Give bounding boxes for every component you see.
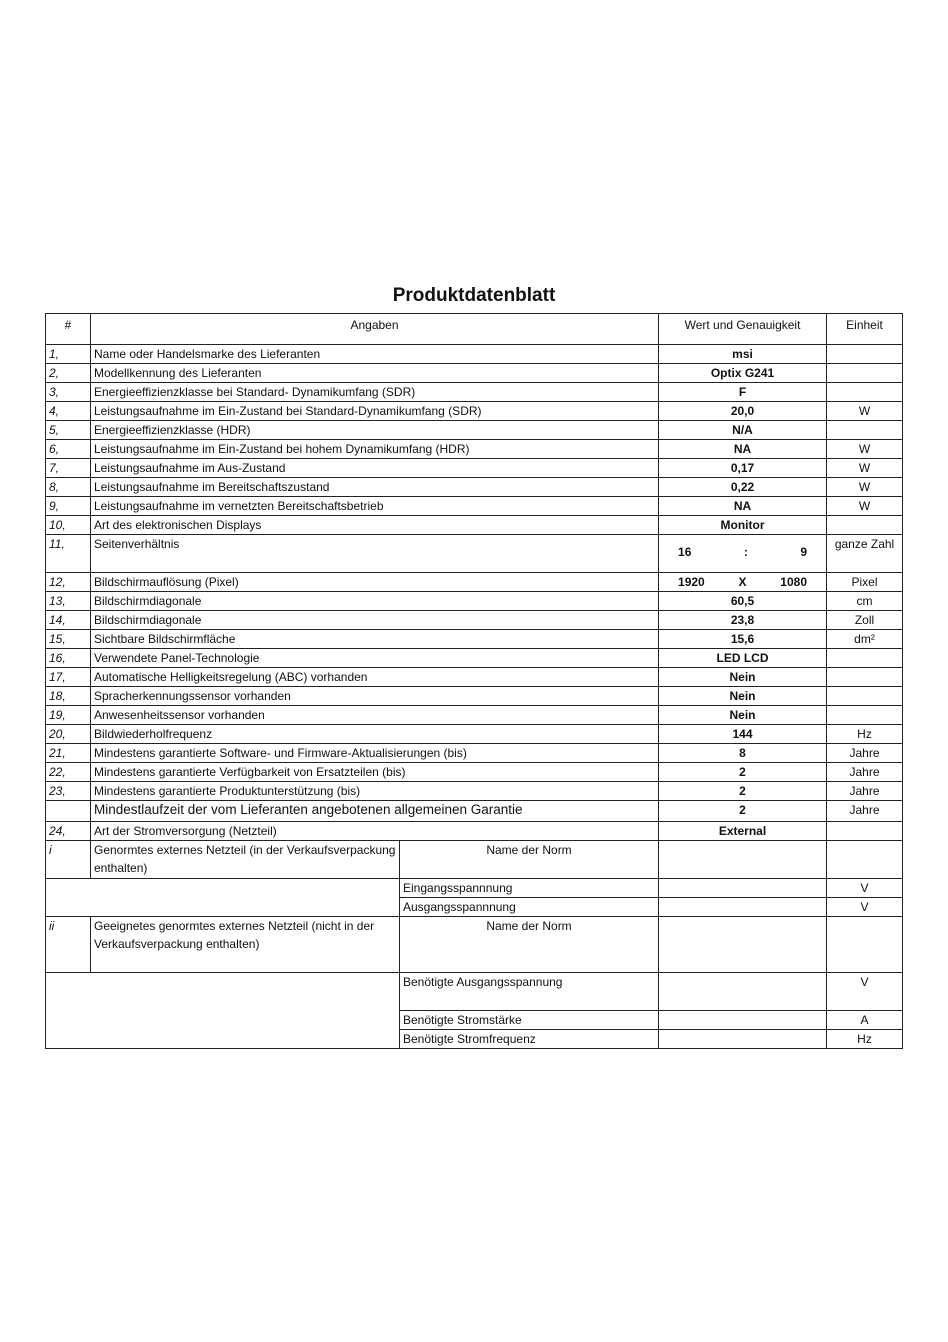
header-value: Wert und Genauigkeit [659, 314, 827, 345]
row-description: Name oder Handelsmarke des Lieferanten [91, 345, 659, 364]
table-row [46, 345, 903, 364]
row-number: 7, [46, 459, 91, 478]
row-description: Leistungsaufnahme im vernetzten Bereitschaftsbetrieb [91, 497, 659, 516]
row-value: NA [659, 497, 827, 516]
table-row [46, 421, 903, 440]
table-row [46, 744, 903, 763]
table-row [46, 440, 903, 459]
psu-required-voltage-unit: V [827, 973, 903, 1011]
row-description: Modellkennung des Lieferanten [91, 364, 659, 383]
table-row [46, 763, 903, 782]
psu-input-voltage-unit: V [827, 879, 903, 898]
table-header-row [46, 314, 903, 345]
row-number: 1, [46, 345, 91, 364]
row-value: 0,17 [659, 459, 827, 478]
row-number: 23, [46, 782, 91, 801]
row-unit: Jahre [827, 744, 903, 763]
row-description: Art der Stromversorgung (Netzteil) [91, 822, 659, 841]
row-value: 2 [659, 782, 827, 801]
row-unit [827, 649, 903, 668]
row-number: 18, [46, 687, 91, 706]
row-unit: W [827, 478, 903, 497]
row-value: 23,8 [659, 611, 827, 630]
row-number: 20, [46, 725, 91, 744]
header-number: # [46, 314, 91, 345]
resolution-separator: X [738, 575, 747, 589]
row-description: Bildschirmdiagonale [91, 592, 659, 611]
row-unit [827, 345, 903, 364]
row-value: Nein [659, 668, 827, 687]
row-unit [827, 668, 903, 687]
row-number: ii [46, 917, 91, 973]
row-unit [827, 516, 903, 535]
row-number: 3, [46, 383, 91, 402]
psu-suitable-norm-label: Name der Norm [400, 917, 659, 973]
psu-input-voltage-value [659, 879, 827, 898]
row-number: 19, [46, 706, 91, 725]
psu-included-input-row [46, 879, 903, 898]
row-unit [827, 706, 903, 725]
table-row [46, 611, 903, 630]
table-row-power-supply [46, 822, 903, 841]
psu-included-description: Genormtes externes Netzteil (in der Verkaufsverpackung enthalten) [91, 841, 400, 879]
row-number: 2, [46, 364, 91, 383]
table-row [46, 668, 903, 687]
psu-required-current-value [659, 1011, 827, 1030]
psu-included-norm-unit [827, 841, 903, 879]
table-row-aspect-ratio [46, 535, 903, 573]
psu-output-voltage-unit: V [827, 898, 903, 917]
row-description: Seitenverhältnis [91, 535, 659, 573]
row-number: 22, [46, 763, 91, 782]
psu-suitable-description: Geeignetes genormtes externes Netzteil (nicht in der Verkaufsverpackung enthalten) [91, 917, 400, 973]
psu-included-norm-label: Name der Norm [400, 841, 659, 879]
row-description: Leistungsaufnahme im Ein-Zustand bei hohem Dynamikumfang (HDR) [91, 440, 659, 459]
row-description: Energieeffizienzklasse bei Standard- Dynamikumfang (SDR) [91, 383, 659, 402]
table-row-warranty [46, 801, 903, 822]
row-number: 17, [46, 668, 91, 687]
row-value: Nein [659, 687, 827, 706]
row-number: 11, [46, 535, 91, 573]
row-value: 0,22 [659, 478, 827, 497]
row-value: 144 [659, 725, 827, 744]
row-number: 8, [46, 478, 91, 497]
row-number: 14, [46, 611, 91, 630]
row-description: Leistungsaufnahme im Aus-Zustand [91, 459, 659, 478]
table-row [46, 706, 903, 725]
psu-included-row [46, 841, 903, 879]
table-body-main [46, 345, 903, 535]
psu-suitable-norm-unit [827, 917, 903, 973]
table-row [46, 364, 903, 383]
row-unit: dm² [827, 630, 903, 649]
table-body-display [46, 535, 903, 592]
row-description: Bildschirmdiagonale [91, 611, 659, 630]
psu-required-voltage-value [659, 973, 827, 1011]
row-description: Art des elektronischen Displays [91, 516, 659, 535]
row-description: Mindestens garantierte Software- und Firmware-Aktualisierungen (bis) [91, 744, 659, 763]
psu-required-voltage-label: Benötigte Ausgangsspannung [400, 973, 659, 1011]
row-number: 6, [46, 440, 91, 459]
row-description: Automatische Helligkeitsregelung (ABC) vorhanden [91, 668, 659, 687]
row-description: Mindestlaufzeit der vom Lieferanten angebotenen allgemeinen Garantie [91, 801, 659, 822]
row-number: i [46, 841, 91, 879]
table-row [46, 383, 903, 402]
row-unit: Zoll [827, 611, 903, 630]
psu-suitable-norm-value [659, 917, 827, 973]
row-unit: Jahre [827, 763, 903, 782]
row-value: Optix G241 [659, 364, 827, 383]
row-description: Verwendete Panel-Technologie [91, 649, 659, 668]
row-value: LED LCD [659, 649, 827, 668]
product-data-table [45, 313, 903, 1049]
row-description: Mindestens garantierte Produktunterstützung (bis) [91, 782, 659, 801]
row-unit [827, 364, 903, 383]
row-description: Bildschirmauflösung (Pixel) [91, 573, 659, 592]
row-unit [827, 687, 903, 706]
table-row [46, 478, 903, 497]
row-value: 15,6 [659, 630, 827, 649]
table-row [46, 497, 903, 516]
table-row [46, 516, 903, 535]
row-value: 20,0 [659, 402, 827, 421]
psu-required-current-label: Benötigte Stromstärke [400, 1011, 659, 1030]
row-value: 8 [659, 744, 827, 763]
row-description: Anwesenheitssensor vorhanden [91, 706, 659, 725]
resolution-width: 1920 [678, 575, 705, 589]
row-number: 16, [46, 649, 91, 668]
table-row [46, 592, 903, 611]
psu-included-norm-value [659, 841, 827, 879]
row-unit: W [827, 497, 903, 516]
psu-suitable-row [46, 917, 903, 973]
row-unit: ganze Zahl [827, 535, 903, 573]
aspect-ratio-width: 16 [678, 545, 692, 559]
row-unit: Jahre [827, 782, 903, 801]
row-unit: Pixel [827, 573, 903, 592]
psu-output-voltage-value [659, 898, 827, 917]
page-title: Produktdatenblatt [392, 285, 556, 306]
row-unit: W [827, 402, 903, 421]
row-value: 2 [659, 763, 827, 782]
row-value: 60,5 [659, 592, 827, 611]
row-number: 4, [46, 402, 91, 421]
row-number: 13, [46, 592, 91, 611]
row-value: Monitor [659, 516, 827, 535]
table-row [46, 630, 903, 649]
row-value: NA [659, 440, 827, 459]
table-row [46, 459, 903, 478]
table-body-specs [46, 592, 903, 801]
resolution-value [659, 573, 827, 592]
aspect-ratio-separator: : [743, 545, 748, 559]
row-description: Spracherkennungssensor vorhanden [91, 687, 659, 706]
table-row [46, 402, 903, 421]
row-unit [827, 421, 903, 440]
row-description: Mindestens garantierte Verfügbarkeit von Ersatzteilen (bis) [91, 763, 659, 782]
psu-required-frequency-label: Benötigte Stromfrequenz [400, 1030, 659, 1049]
psu-input-voltage-label: Eingangsspannnung [400, 879, 659, 898]
row-number [46, 801, 91, 822]
header-description: Angaben [91, 314, 659, 345]
row-unit [827, 383, 903, 402]
row-value: Nein [659, 706, 827, 725]
table-row [46, 687, 903, 706]
row-description: Sichtbare Bildschirmfläche [91, 630, 659, 649]
row-number: 12, [46, 573, 91, 592]
row-unit: Hz [827, 725, 903, 744]
empty-cell [46, 973, 400, 1049]
row-unit: cm [827, 592, 903, 611]
row-number: 10, [46, 516, 91, 535]
aspect-ratio-value [659, 535, 827, 573]
row-description: Leistungsaufnahme im Bereitschaftszustand [91, 478, 659, 497]
table-row [46, 725, 903, 744]
table-body-power [46, 801, 903, 1049]
row-value: msi [659, 345, 827, 364]
row-number: 15, [46, 630, 91, 649]
resolution-height: 1080 [780, 575, 807, 589]
row-number: 21, [46, 744, 91, 763]
row-unit: W [827, 440, 903, 459]
table-row [46, 782, 903, 801]
row-value: External [659, 822, 827, 841]
table-row-resolution [46, 573, 903, 592]
row-value: F [659, 383, 827, 402]
row-number: 5, [46, 421, 91, 440]
table-row [46, 649, 903, 668]
row-unit [827, 822, 903, 841]
psu-output-voltage-label: Ausgangsspannnung [400, 898, 659, 917]
psu-required-frequency-unit: Hz [827, 1030, 903, 1049]
row-unit: W [827, 459, 903, 478]
row-description: Energieeffizienzklasse (HDR) [91, 421, 659, 440]
row-number: 9, [46, 497, 91, 516]
row-value: N/A [659, 421, 827, 440]
header-unit: Einheit [827, 314, 903, 345]
psu-required-current-unit: A [827, 1011, 903, 1030]
row-unit: Jahre [827, 801, 903, 822]
row-description: Leistungsaufnahme im Ein-Zustand bei Standard-Dynamikumfang (SDR) [91, 402, 659, 421]
empty-cell [46, 879, 400, 917]
aspect-ratio-height: 9 [800, 545, 807, 559]
row-value: 2 [659, 801, 827, 822]
row-description: Bildwiederholfrequenz [91, 725, 659, 744]
psu-required-frequency-value [659, 1030, 827, 1049]
row-number: 24, [46, 822, 91, 841]
psu-suitable-voltage-row [46, 973, 903, 1011]
